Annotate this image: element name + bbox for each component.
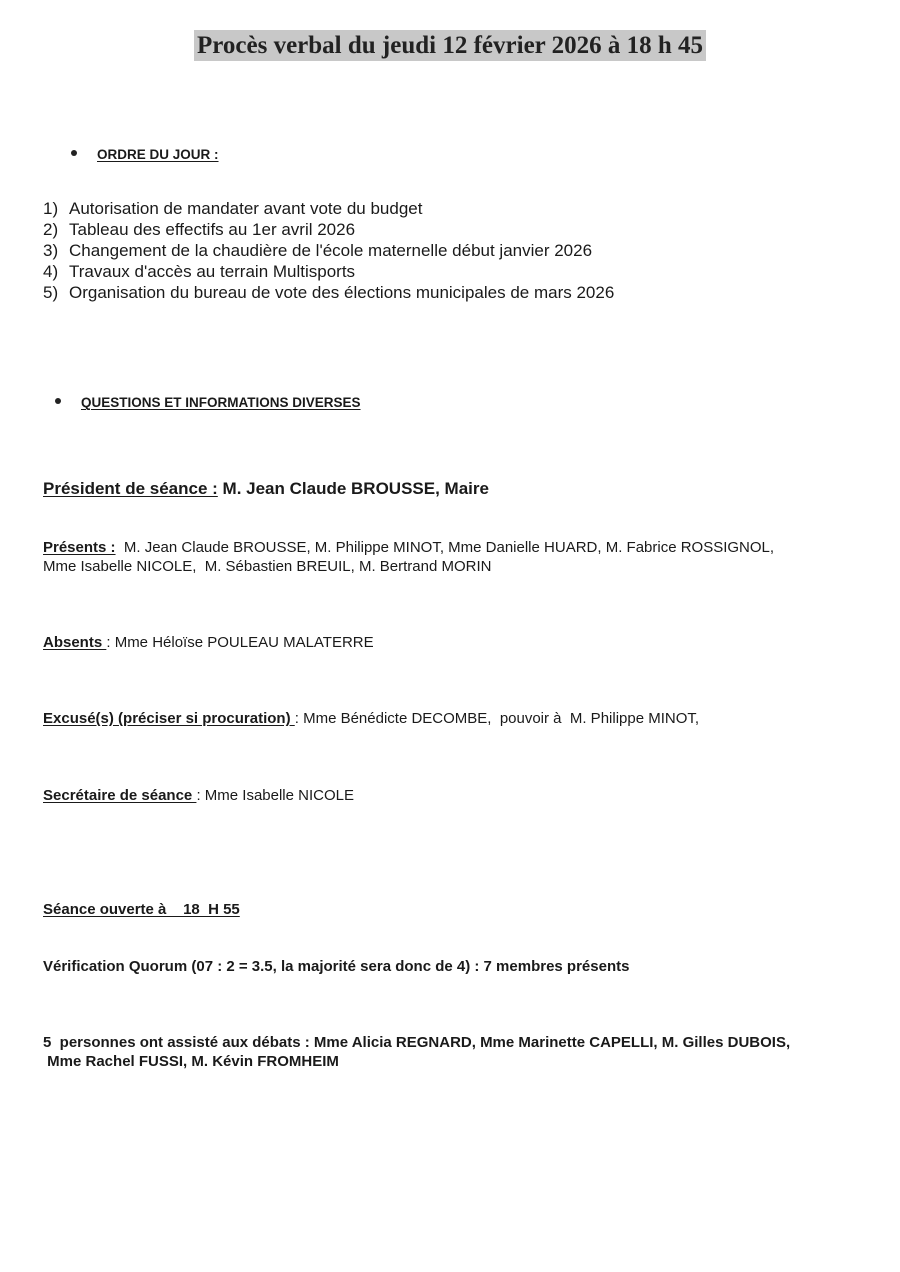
questions-heading: QUESTIONS ET INFORMATIONS DIVERSES [81, 395, 361, 410]
excuses-value: : Mme Bénédicte DECOMBE, pouvoir à M. Philippe MINOT, [294, 710, 700, 727]
document-title: Procès verbal du jeudi 12 février 2026 à 18 h 45 [194, 30, 706, 61]
excuses-label: Excusé(s) (préciser si procuration) [43, 710, 295, 727]
excuses-row [43, 709, 699, 728]
public-line2: Mme Rachel FUSSI, M. Kévin FROMHEIM [43, 1053, 339, 1070]
quorum: Vérification Quorum (07 : 2 = 3.5, la majorité sera donc de 4) : 7 membres présents [43, 958, 630, 975]
president-row [43, 479, 489, 499]
document-title-wrap [0, 30, 900, 61]
seance-ouverte-row [43, 900, 240, 919]
bullet-icon [71, 150, 77, 156]
secretaire-value: : Mme Isabelle NICOLE [196, 787, 354, 804]
president-label: Président de séance : [43, 479, 218, 498]
presents-label: Présents : [43, 539, 116, 556]
seance-ouverte: Séance ouverte à 18 H 55 [43, 901, 240, 918]
absents-label: Absents [43, 634, 107, 651]
agenda-item: 1) Autorisation de mandater avant vote du budget [43, 199, 423, 218]
agenda-item: 3) Changement de la chaudière de l'école maternelle début janvier 2026 [43, 241, 593, 260]
agenda-item: 2) Tableau des effectifs au 1er avril 2026 [43, 220, 356, 239]
absents-value: : Mme Héloïse POULEAU MALATERRE [106, 634, 374, 651]
bullet-icon [55, 398, 61, 404]
presents-line2-row [43, 557, 491, 576]
agenda-item: 5) Organisation du bureau de vote des élections municipales de mars 2026 [43, 283, 615, 302]
secretaire-label: Secrétaire de séance [43, 787, 197, 804]
president-value: M. Jean Claude BROUSSE, Maire [217, 479, 489, 498]
absents-row [43, 633, 374, 652]
ordre-du-jour-heading: ORDRE DU JOUR : [97, 147, 219, 162]
ordre-du-jour-heading-row [71, 147, 219, 162]
public-line1: 5 personnes ont assisté aux débats : Mme Alicia REGNARD, Mme Marinette CAPELLI, M. Gilles DUBOIS, [43, 1034, 791, 1051]
presents-line2: Mme Isabelle NICOLE, M. Sébastien BREUIL, M. Bertrand MORIN [43, 558, 492, 575]
secretaire-row [43, 786, 354, 805]
questions-heading-row [55, 395, 361, 410]
presents-line1: M. Jean Claude BROUSSE, M. Philippe MINOT, Mme Danielle HUARD, M. Fabrice ROSSIGNOL, [115, 539, 775, 556]
presents-block [43, 538, 774, 557]
agenda-list [43, 198, 614, 303]
agenda-item: 4) Travaux d'accès au terrain Multisports [43, 262, 356, 281]
